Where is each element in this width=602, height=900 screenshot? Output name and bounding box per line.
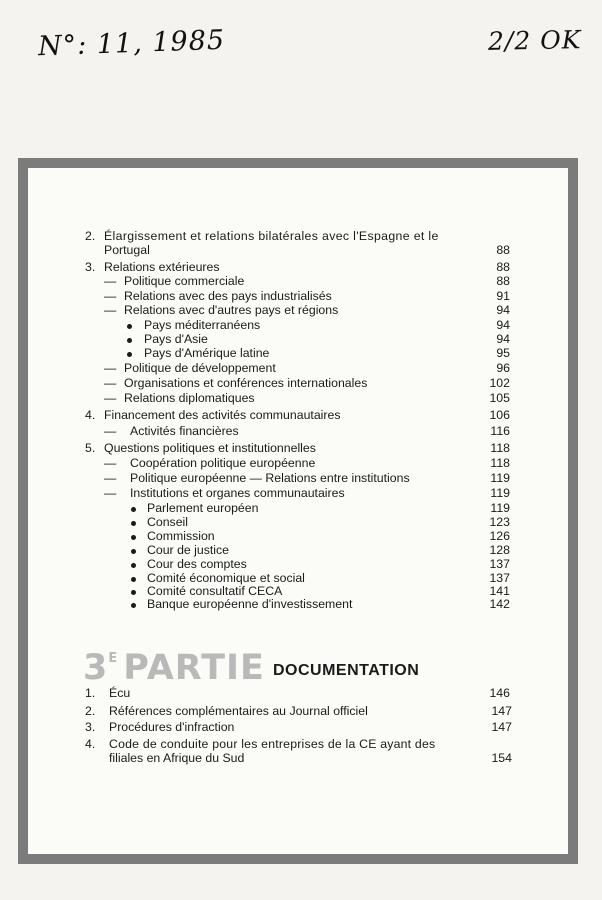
toc-page: 88 [496,260,510,274]
toc-text: Portugal [104,243,150,257]
toc-page: 102 [489,376,510,390]
toc-dash: — [104,289,117,303]
toc-dash: — [104,376,117,390]
toc-page: 126 [489,529,510,543]
toc-text: Pays d'Amérique latine [144,346,270,360]
toc-text: Activités financières [130,424,239,438]
toc-page: 88 [496,243,510,257]
toc-page: 116 [490,424,510,438]
toc-page: 95 [496,346,510,360]
bullet-icon [127,338,132,343]
bullet-icon [131,549,136,554]
toc-text: Politique européenne — Relations entre institutions [130,471,410,485]
bullet-icon [131,590,136,595]
toc-number: 2. [85,704,96,718]
toc-text: Écu [109,686,131,700]
toc-page: 105 [489,391,510,405]
toc-number: 5. [85,441,96,455]
toc-page: 137 [489,571,510,585]
toc-text: Comité économique et social [147,571,305,585]
toc-page: 123 [489,515,510,529]
toc-page: 91 [496,289,510,303]
toc-number: 2. [85,229,96,243]
toc-text: Comité consultatif CECA [147,584,283,598]
bullet-icon [131,563,136,568]
part-superscript: E [108,651,118,666]
toc-number: 3. [85,720,96,734]
toc-number: 3. [85,260,96,274]
toc-text: Cour des comptes [147,557,247,571]
toc-page: 119 [490,471,510,485]
toc-dash: — [104,391,117,405]
toc-text: Relations avec d'autres pays et régions [124,303,339,317]
toc-text: Code de conduite pour les entreprises de la CE ayant des [109,737,436,751]
toc-dash: — [104,361,117,375]
bullet-icon [131,577,136,582]
toc-text: Références complémentaires au Journal officiel [109,704,368,718]
toc-number: 4. [85,737,96,751]
toc-dash: — [104,274,117,288]
toc-text: Élargissement et relations bilatérales avec l'Espagne et le [104,229,439,243]
part-subtitle: DOCUMENTATION [272,662,420,679]
bullet-icon [131,521,136,526]
toc-page: 142 [489,597,510,611]
toc-page: 94 [496,303,510,317]
toc-dash: — [104,456,117,470]
toc-page: 128 [489,543,510,557]
toc-page: 154 [491,751,512,765]
toc-text: Conseil [147,515,189,529]
toc-page: 146 [489,686,510,700]
toc-page: 88 [496,274,510,288]
toc-text: Questions politiques et institutionnelles [104,441,316,455]
toc-dash: — [104,303,117,317]
toc-page: 137 [489,557,510,571]
toc-text: Pays méditerranéens [144,318,261,332]
toc-text: Commission [147,529,215,543]
toc-text: Banque européenne d'investissement [147,597,353,611]
bullet-icon [131,535,136,540]
toc-text: Politique commerciale [124,274,245,288]
bullet-icon [127,324,132,329]
toc-page: 119 [490,486,510,500]
toc-page: 119 [490,501,510,515]
toc-text: filiales en Afrique du Sud [109,751,245,765]
bullet-icon [127,352,132,357]
toc-text: Institutions et organes communautaires [130,486,345,500]
toc-number: 1. [85,686,96,700]
toc-text: Relations extérieures [104,260,220,274]
toc-text: Relations diplomatiques [124,391,255,405]
bullet-icon [131,603,136,608]
toc-text: Organisations et conférences internationales [124,376,368,390]
toc-page: 118 [490,441,510,455]
part-heading [83,648,419,688]
toc-page: 147 [491,720,512,734]
toc-text: Pays d'Asie [144,332,208,346]
toc-page: 118 [490,456,510,470]
toc-dash: — [104,424,117,438]
toc-text: Relations avec des pays industrialisés [124,289,332,303]
handwritten-issue-number: N°: 11, 1985 [37,24,226,63]
toc-dash: — [104,471,117,485]
toc-text: Coopération politique européenne [130,456,316,470]
toc-number: 4. [85,408,96,422]
toc-page: 141 [489,584,510,598]
toc-text: Cour de justice [147,543,230,557]
toc-text: Financement des activités communautaires [104,408,341,422]
toc-dash: — [104,486,117,500]
toc-text: Politique de développement [124,361,276,375]
toc-page: 106 [489,408,510,422]
toc-page: 94 [496,318,510,332]
toc-text: Procédures d'infraction [109,720,235,734]
part-word: PARTIE [123,648,265,688]
toc-page: 147 [491,704,512,718]
handwritten-check-note: 2/2 OK [487,25,582,56]
bullet-icon [131,507,136,512]
part-number: 3 [83,648,109,688]
toc-page: 96 [496,361,510,375]
toc-page: 94 [496,332,510,346]
toc-text: Parlement européen [147,501,259,515]
